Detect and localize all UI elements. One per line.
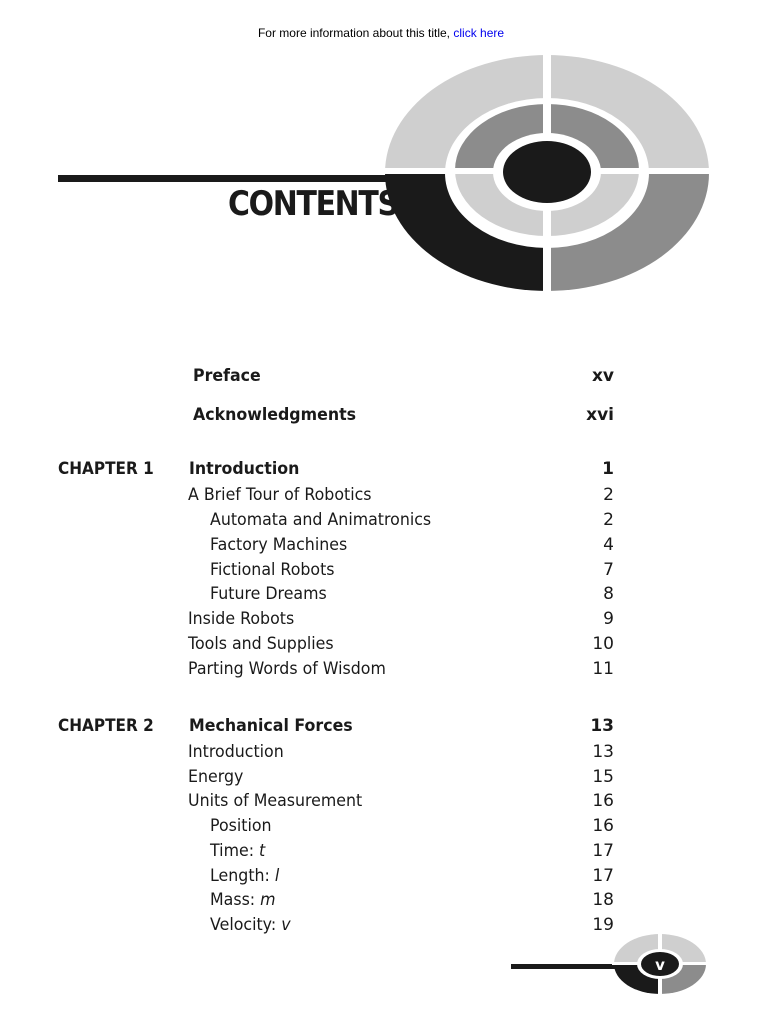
variable-symbol: t xyxy=(259,841,266,861)
chapter-label: CHAPTER 1 xyxy=(58,459,154,479)
toc-page-number: 1 xyxy=(602,459,614,479)
toc-page-number: 19 xyxy=(592,915,614,935)
toc-page-number: 10 xyxy=(592,634,614,654)
toc-page-number: 4 xyxy=(603,535,614,555)
toc-page-number: xv xyxy=(591,366,614,386)
toc-entry-text: Preface xyxy=(193,366,261,386)
toc-page-number: 7 xyxy=(603,560,614,580)
info-text: For more information about this title, xyxy=(257,26,454,40)
chapter-label: CHAPTER 2 xyxy=(58,716,154,736)
toc-entry-text: Automata and Animatronics xyxy=(210,510,432,530)
toc-page-number: xvi xyxy=(586,405,614,425)
toc-page-number: 16 xyxy=(592,816,614,836)
toc-entry-text: Inside Robots xyxy=(188,609,295,629)
toc-page-number: 13 xyxy=(590,716,614,736)
toc-entry-text: Time: xyxy=(210,841,260,861)
toc-entry-text: Position xyxy=(210,816,272,836)
page-title: CONTENTS xyxy=(228,184,398,224)
toc-page-number: 15 xyxy=(592,767,614,787)
toc-page-number: 13 xyxy=(592,742,614,762)
click-here-link[interactable]: click here xyxy=(453,26,505,40)
toc-entry-text: Acknowledgments xyxy=(193,405,357,425)
toc-page-number: 16 xyxy=(592,791,614,811)
toc-entry-text: Tools and Supplies xyxy=(188,634,334,654)
toc-entry-text: Units of Measurement xyxy=(188,791,363,811)
toc-entry-text: Factory Machines xyxy=(210,535,348,555)
toc-page-number: 9 xyxy=(603,609,614,629)
toc-entry-text: Energy xyxy=(188,767,244,787)
toc-page-number: 18 xyxy=(592,890,614,910)
variable-symbol: v xyxy=(281,915,291,935)
toc-page-number: 17 xyxy=(592,866,614,886)
toc-entry-text: Introduction xyxy=(189,459,300,479)
toc-entry-text: Future Dreams xyxy=(210,584,327,604)
toc-page-number: 2 xyxy=(603,485,614,505)
toc-entry-text: Introduction xyxy=(188,742,284,762)
toc-page-number: 17 xyxy=(592,841,614,861)
variable-symbol: m xyxy=(260,890,276,910)
toc-entry-text: A Brief Tour of Robotics xyxy=(188,485,372,505)
toc-entry-text: Length: xyxy=(210,866,275,886)
toc-entry-text: Velocity: xyxy=(210,915,282,935)
toc-entry-text: Parting Words of Wisdom xyxy=(188,659,386,679)
toc-entry-text: Fictional Robots xyxy=(210,560,335,580)
toc-page-number: 8 xyxy=(603,584,614,604)
toc-entry-text: Mechanical Forces xyxy=(189,716,353,736)
toc-page-number: 11 xyxy=(592,659,614,679)
toc-page-number: 2 xyxy=(603,510,614,530)
page-number: v xyxy=(655,956,665,974)
toc-entry-text: Mass: xyxy=(210,890,261,910)
variable-symbol: l xyxy=(274,866,280,886)
